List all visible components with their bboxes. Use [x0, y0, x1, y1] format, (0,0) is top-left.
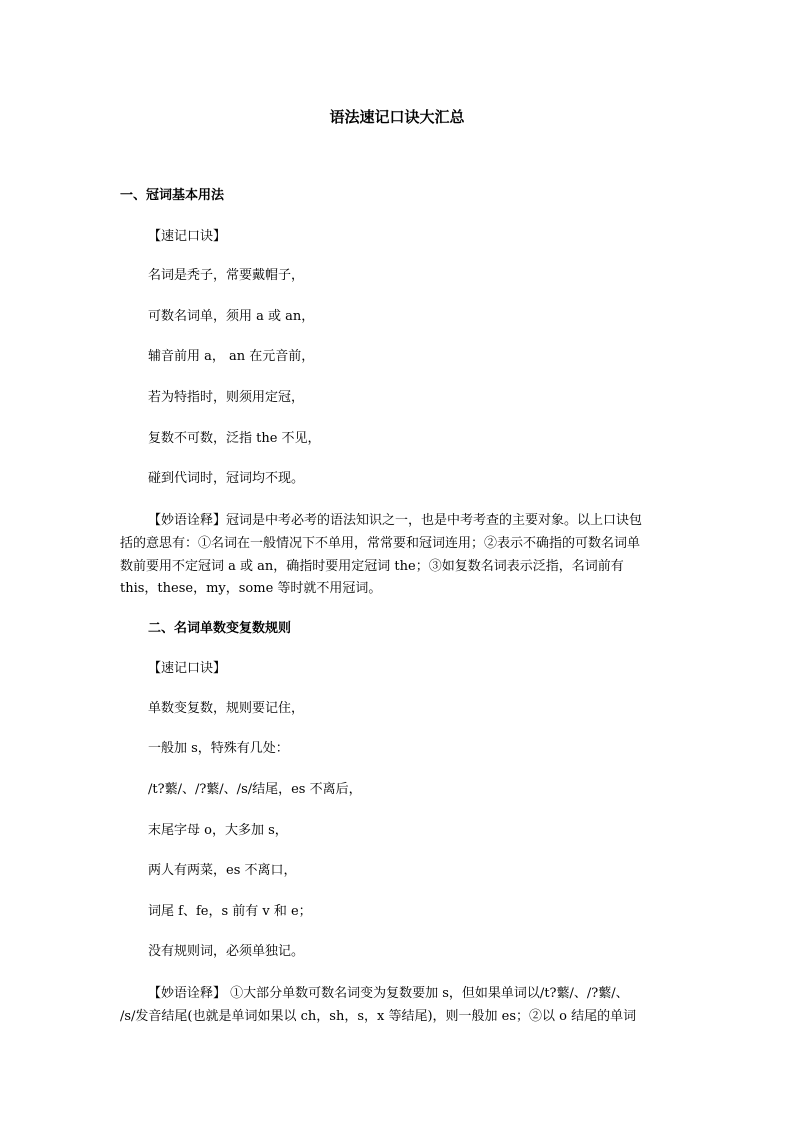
verse-line: 两人有两菜，es 不离口，: [148, 863, 297, 878]
verse-line: 没有规则词，必须单独记。: [148, 944, 305, 959]
section-heading: 二、名词单数变复数规则: [148, 621, 292, 636]
verse-line: 末尾字母 o，大多加 s，: [148, 823, 288, 838]
mnemonic-label: 【速记口诀】: [148, 229, 227, 244]
explanation-line: this，these，my，some 等时就不用冠词。: [120, 581, 382, 596]
explanation-line: 【妙语诠释】冠词是中考必考的语法知识之一，也是中考考查的主要对象。以上口诀包: [148, 513, 643, 528]
verse-line: 碰到代词时，冠词均不现。: [148, 471, 305, 486]
verse-line: 单数变复数，规则要记住，: [148, 701, 305, 716]
verse-line: 一般加 s，特殊有几处：: [148, 741, 289, 756]
verse-line: 可数名词单，须用 a 或 an，: [148, 309, 315, 324]
explanation-line: /s/发音结尾(也就是单词如果以 ch，sh，s，x 等结尾)，则一般加 es；②以 o 结尾的单词: [120, 1009, 637, 1024]
verse-line: 若为特指时，则须用定冠，: [148, 390, 305, 405]
verse-line: 辅音前用 a， an 在元音前，: [148, 349, 315, 364]
verse-line: 词尾 f、fe，s 前有 v 和 e；: [148, 904, 312, 919]
section-heading: 一、冠词基本用法: [120, 188, 225, 203]
explanation-line: 括的意思有：①名词在一般情况下不单用，常常要和冠词连用；②表示不确指的可数名词单: [120, 536, 641, 551]
verse-line: 名词是秃子，常要戴帽子，: [148, 268, 305, 283]
mnemonic-label: 【速记口诀】: [148, 661, 227, 676]
document-title: 语法速记口诀大汇总: [329, 108, 465, 126]
explanation-line: 【妙语诠释】 ①大部分单数可数名词变为复数要加 s，但如果单词以/t?蘩/、/?蘩/、: [148, 986, 629, 1001]
verse-line: 复数不可数，泛指 the 不见，: [148, 431, 321, 446]
explanation-line: 数前要用不定冠词 a 或 an，确指时要用定冠词 the；③如复数名词表示泛指，名词前有: [120, 559, 624, 574]
verse-line: /t?蘩/、/?蘩/、/s/结尾，es 不离后，: [148, 782, 362, 797]
